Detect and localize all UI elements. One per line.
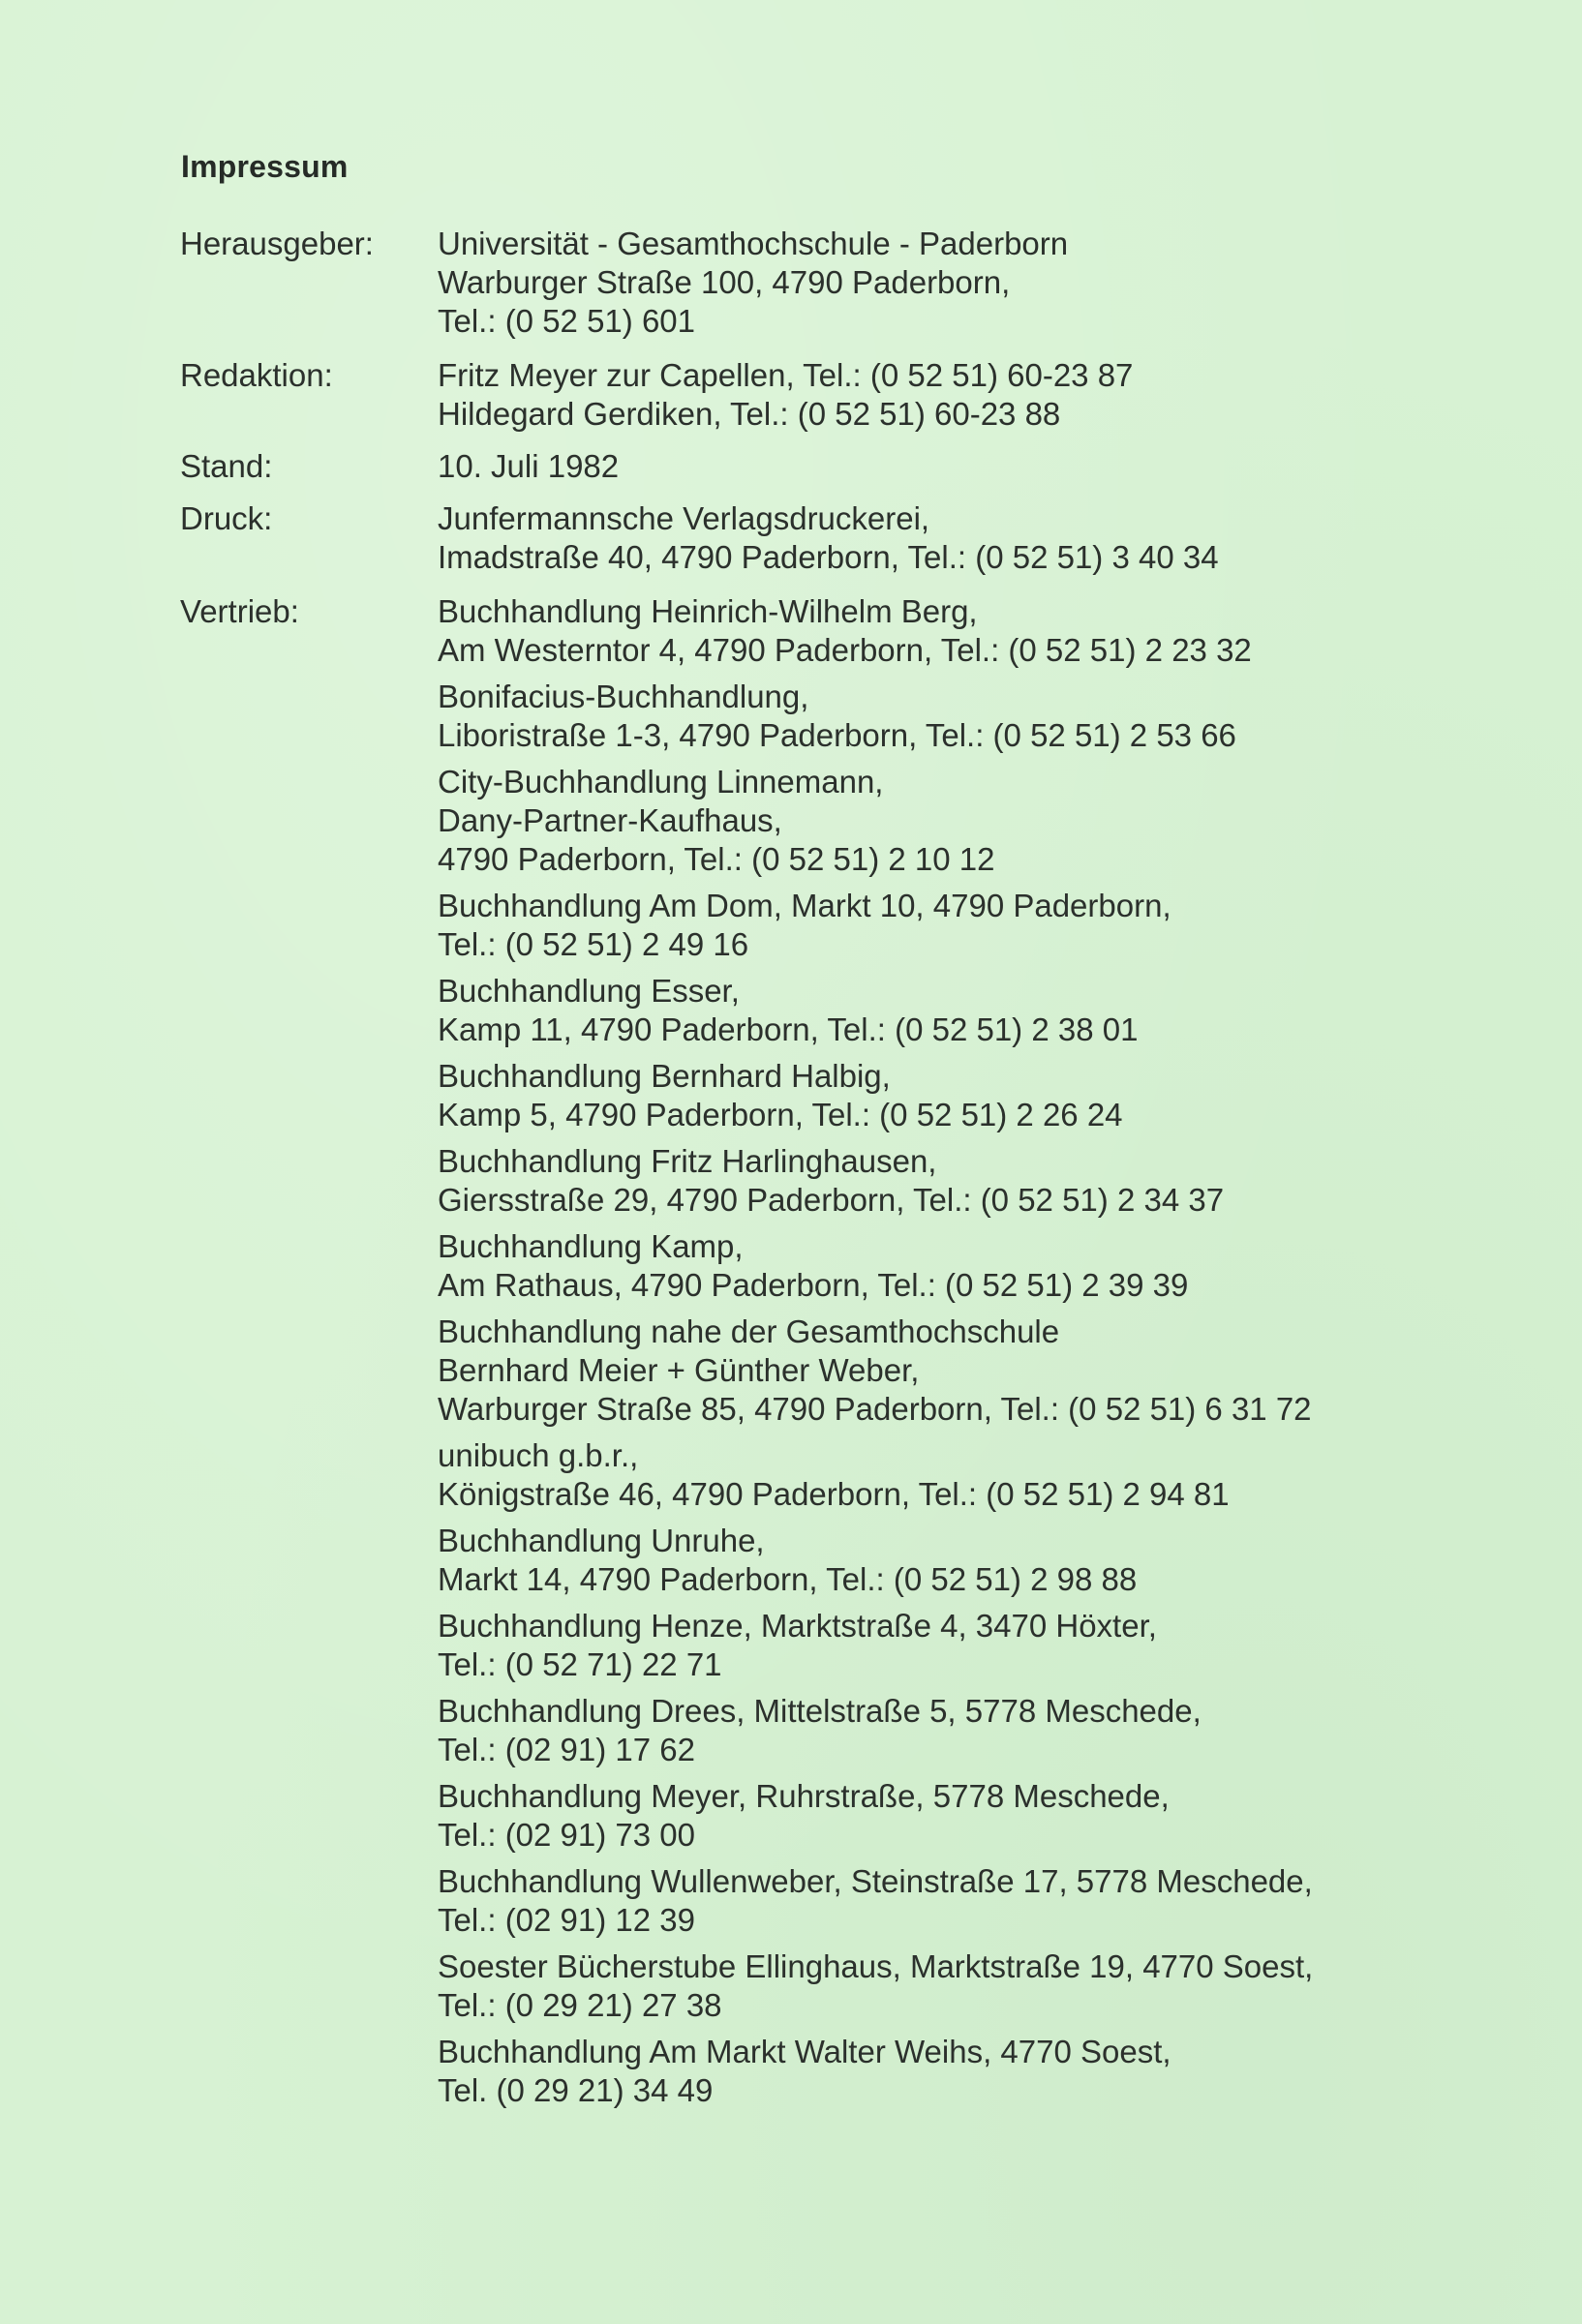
text-line: 4790 Paderborn, Tel.: (0 52 51) 2 10 12 — [438, 841, 995, 877]
distributor-entry — [438, 1227, 1188, 1305]
distributor-entry — [438, 1947, 1313, 2025]
text-line: Buchhandlung Meyer, Ruhrstraße, 5778 Meschede, — [438, 1778, 1170, 1814]
text-line: Buchhandlung Esser, — [438, 973, 740, 1009]
distributor-entry — [438, 592, 1252, 670]
section-content — [438, 499, 1445, 577]
text-line: Kamp 11, 4790 Paderborn, Tel.: (0 52 51) 2 38 01 — [438, 1011, 1139, 1047]
text-line: Buchhandlung Heinrich-Wilhelm Berg, — [438, 593, 978, 629]
distributor-entry — [438, 1436, 1230, 1514]
distributor-entry — [438, 1057, 1123, 1134]
text-line: Warburger Straße 100, 4790 Paderborn, — [438, 264, 1011, 300]
text-line: Junfermannsche Verlagsdruckerei, — [438, 500, 930, 536]
distributor-entry — [438, 1607, 1157, 1684]
text-line: Buchhandlung Wullenweber, Steinstraße 17, 5778 Meschede, — [438, 1863, 1313, 1899]
text-line: Bernhard Meier + Günther Weber, — [438, 1352, 920, 1388]
text-line: Tel.: (0 52 51) 601 — [438, 303, 695, 339]
section-label: Druck: — [180, 500, 273, 536]
text-line: Tel.: (0 52 51) 2 49 16 — [438, 926, 749, 962]
section-label: Vertrieb: — [180, 593, 299, 629]
distributor-entry — [438, 1777, 1170, 1855]
text-line: Liboristraße 1-3, 4790 Paderborn, Tel.: (0 52 51) 2 53 66 — [438, 717, 1236, 753]
text-line: Tel.: (02 91) 17 62 — [438, 1732, 695, 1767]
distributor-entry — [438, 1862, 1313, 1940]
text-line: Imadstraße 40, 4790 Paderborn, Tel.: (0 52 51) 3 40 34 — [438, 539, 1219, 575]
text-line: unibuch g.b.r., — [438, 1437, 639, 1473]
text-line: Buchhandlung Henze, Marktstraße 4, 3470 Höxter, — [438, 1608, 1157, 1644]
distributor-entry — [438, 972, 1138, 1049]
text-line: Buchhandlung Am Dom, Markt 10, 4790 Paderborn, — [438, 888, 1171, 923]
text-line: Bonifacius-Buchhandlung, — [438, 679, 809, 714]
text-line: Buchhandlung Bernhard Halbig, — [438, 1058, 891, 1094]
text-line: Buchhandlung Drees, Mittelstraße 5, 5778 Meschede, — [438, 1693, 1202, 1729]
distributor-entry — [438, 763, 994, 879]
text-line: Dany-Partner-Kaufhaus, — [438, 802, 782, 838]
text-line: Tel.: (02 91) 12 39 — [438, 1902, 695, 1938]
text-line: Am Westerntor 4, 4790 Paderborn, Tel.: (0 52 51) 2 23 32 — [438, 632, 1252, 668]
distributor-entry — [438, 1313, 1312, 1429]
section-label: Stand: — [180, 448, 273, 484]
distributor-entry — [438, 1522, 1137, 1599]
text-line: Fritz Meyer zur Capellen, Tel.: (0 52 51) 60-23 87 — [438, 357, 1134, 393]
text-line: Kamp 5, 4790 Paderborn, Tel.: (0 52 51) 2 26 24 — [438, 1097, 1123, 1132]
text-line: Giersstraße 29, 4790 Paderborn, Tel.: (0 52 51) 2 34 37 — [438, 1182, 1225, 1218]
section-content — [438, 447, 1445, 486]
text-line: 10. Juli 1982 — [438, 448, 620, 484]
distributor-entry — [438, 678, 1236, 755]
text-line: City-Buchhandlung Linnemann, — [438, 764, 884, 800]
text-line: Tel.: (0 52 71) 22 71 — [438, 1646, 722, 1682]
text-line: Buchhandlung Unruhe, — [438, 1523, 765, 1558]
text-line: Tel.: (02 91) 73 00 — [438, 1817, 695, 1853]
text-line: Königstraße 46, 4790 Paderborn, Tel.: (0 52 51) 2 94 81 — [438, 1476, 1230, 1512]
text-line: Universität - Gesamthochschule - Paderborn — [438, 226, 1069, 261]
distributor-entry — [438, 1692, 1202, 1769]
text-line: Tel. (0 29 21) 34 49 — [438, 2072, 714, 2108]
page-title: Impressum — [181, 149, 349, 184]
text-line: Tel.: (0 29 21) 27 38 — [438, 1987, 722, 2023]
section-content — [438, 356, 1445, 434]
text-line: Buchhandlung Am Markt Walter Weihs, 4770 Soest, — [438, 2034, 1171, 2069]
text-line: Soester Bücherstube Ellinghaus, Marktstraße 19, 4770 Soest, — [438, 1948, 1314, 1984]
text-line: Am Rathaus, 4790 Paderborn, Tel.: (0 52 51) 2 39 39 — [438, 1267, 1189, 1303]
section-label: Redaktion: — [180, 357, 333, 393]
text-line: Buchhandlung Kamp, — [438, 1228, 744, 1264]
distributor-entry — [438, 2033, 1171, 2110]
text-line: Buchhandlung nahe der Gesamthochschule — [438, 1313, 1060, 1349]
text-line: Buchhandlung Fritz Harlinghausen, — [438, 1143, 937, 1179]
distributor-entry — [438, 1142, 1224, 1220]
text-line: Hildegard Gerdiken, Tel.: (0 52 51) 60-23 88 — [438, 396, 1061, 432]
section-label: Herausgeber: — [180, 226, 374, 261]
section-content — [438, 225, 1445, 341]
text-line: Markt 14, 4790 Paderborn, Tel.: (0 52 51) 2 98 88 — [438, 1561, 1138, 1597]
distributor-entry — [438, 887, 1171, 964]
text-line: Warburger Straße 85, 4790 Paderborn, Tel.: (0 52 51) 6 31 72 — [438, 1391, 1312, 1427]
